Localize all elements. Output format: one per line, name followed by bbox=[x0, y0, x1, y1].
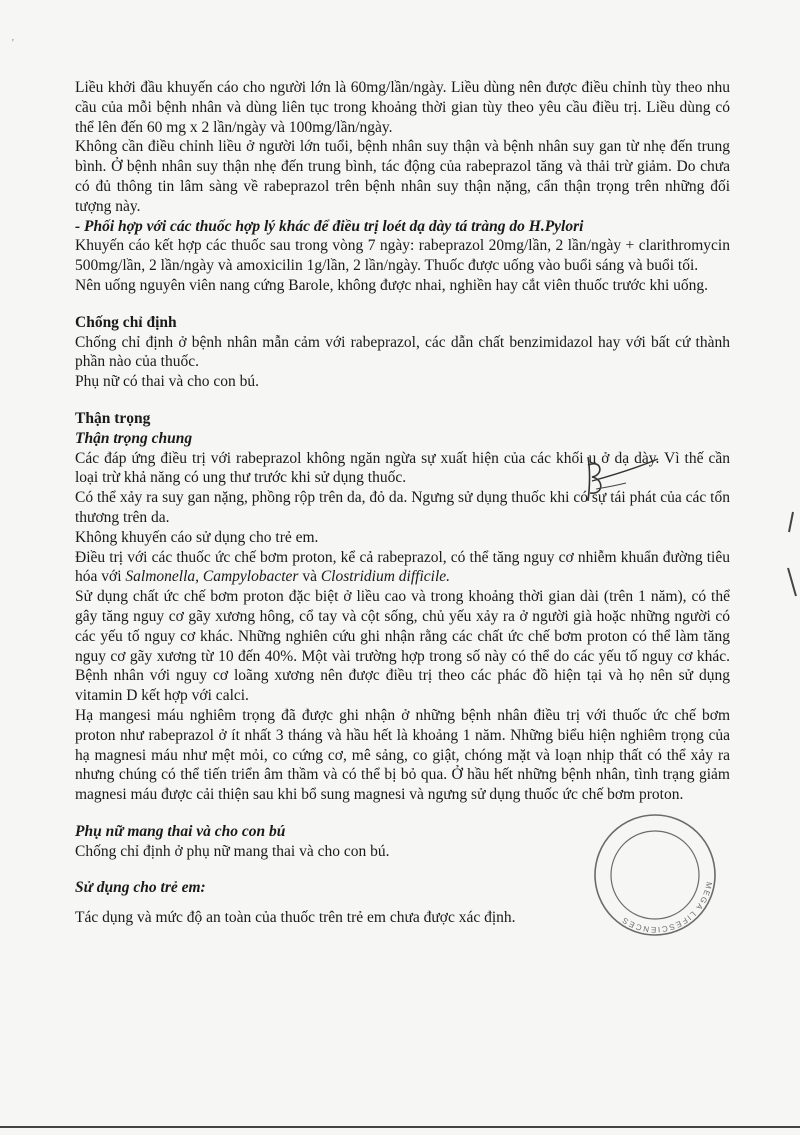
helicobacter-combo-heading: - Phối hợp với các thuốc hợp lý khác để điều trị loét dạ dày tá tràng do H.Pylori bbox=[75, 217, 584, 235]
precautions-p4-text-b: và bbox=[298, 568, 321, 586]
page-bottom-edge bbox=[0, 1126, 800, 1128]
precautions-paragraph-3: Không khuyến cáo sử dụng cho trẻ em. bbox=[75, 528, 319, 546]
contraindications-heading: Chống chỉ định bbox=[75, 313, 177, 331]
precautions-paragraph-2: Có thể xảy ra suy gan nặng, phồng rộp trên da, đỏ da. Ngưng sử dụng thuốc khi có sự tái phát của các tổn thương trên da. bbox=[75, 489, 730, 526]
general-precautions-heading: Thận trọng chung bbox=[75, 429, 193, 447]
precautions-paragraph-5: Sử dụng chất ức chế bơm proton đặc biệt ở liều cao và trong khoảng thời gian dài (trên 1 năm), có thể gây tăng nguy cơ gãy xương hông, cổ tay và cột sống, chủ yếu xảy ra ở người già hoặc những người có các yếu tố nguy cơ khác. Những nghiên cứu ghi nhận rằng các chất ức chế bơm proton có thể làm tăng nguy cơ gãy xương từ 10 đến 40%. Một vài trường hợp trong số này có thể do các yếu tố nguy cơ khác. Bệnh nhân với nguy cơ loãng xương nên được điều trị theo các phác đồ hiện tại và họ nên sử dụng vitamin D kết hợp với calci. bbox=[75, 588, 730, 705]
dosage-paragraph-4: Nên uống nguyên viên nang cứng Barole, không được nhai, nghiền hay cắt viên thuốc trước khi uống. bbox=[75, 276, 709, 294]
pregnancy-paragraph: Chống chỉ định ở phụ nữ mang thai và cho con bú. bbox=[75, 842, 390, 860]
dosage-paragraph-3: Khuyến cáo kết hợp các thuốc sau trong vòng 7 ngày: rabeprazol 20mg/lần, 2 lần/ngày + clarithromycin 500mg/lần, 2 lần/ngày và amoxicilin 1g/lần, 2 lần/ngày. Thuốc được uống vào buổi sáng và buổi tối. bbox=[75, 237, 730, 275]
contraindications-section bbox=[75, 313, 730, 392]
seal-text: MEGA LIFESCIENCES bbox=[619, 881, 714, 935]
precautions-p4-organisms: Salmonella, Campylobacter bbox=[125, 568, 299, 586]
precautions-p4-text-a: Điều trị với các thuốc ức chế bơm proton, kể cả rabeprazol, có thể tăng nguy cơ nhiễm khuẩn đường tiêu hóa với bbox=[75, 548, 730, 586]
precautions-paragraph-1: Các đáp ứng điều trị với rabeprazol không ngăn ngừa sự xuất hiện của các khối u ở dạ dày. Vì thế cần loại trừ khả năng có ung thư trước khi sử dụng thuốc. bbox=[75, 449, 730, 487]
children-paragraph: Tác dụng và mức độ an toàn của thuốc trên trẻ em chưa được xác định. bbox=[75, 909, 516, 927]
dosage-paragraph-2: Không cần điều chỉnh liều ở người lớn tuổi, bệnh nhân suy thận và bệnh nhân suy gan từ nhẹ đến trung bình. Ở bệnh nhân suy thận nhẹ đến trung bình, tác động của rabeprazol tăng và thải trừ giảm. Do chưa có đủ thông tin lâm sàng về rabeprazol trên bệnh nhân suy thận nặng, cẩn thận trọng trên những đối tượng này. bbox=[75, 138, 730, 215]
precautions-paragraph-4 bbox=[75, 548, 730, 588]
contraindications-paragraph-1: Chống chỉ định ở bệnh nhân mẫn cảm với rabeprazol, các dẫn chất benzimidazol hay với bất cứ thành phần nào của thuốc. bbox=[75, 333, 730, 371]
precautions-p4-organism-2: Clostridium difficile. bbox=[320, 568, 451, 586]
page-corner-mark: ' bbox=[12, 38, 14, 49]
company-seal bbox=[590, 810, 720, 940]
edge-marks bbox=[785, 510, 797, 600]
dosage-section bbox=[75, 78, 730, 296]
signature-mark bbox=[574, 445, 664, 515]
svg-text:MEGA LIFESCIENCES bbox=[620, 881, 714, 934]
children-heading: Sử dụng cho trẻ em: bbox=[75, 879, 206, 897]
precautions-paragraph-6: Hạ mangesi máu nghiêm trọng đã được ghi nhận ở những bệnh nhân điều trị với thuốc ức chế bơm proton như rabeprazol ở ít nhất 3 tháng và hầu hết là khoảng 1 năm. Những biểu hiện nghiêm trọng của hạ magnesi máu như mệt mỏi, co cứng cơ, mê sảng, co giật, chóng mặt và loạn nhịp thất có thể xảy ra nhưng chúng có thể tiến triển âm thầm và có thể bị bỏ qua. Ở hầu hết những bệnh nhân, tình trạng giảm magnesi máu được cải thiện sau khi bổ sung magnesi và ngưng sử dụng thuốc ức chế bơm proton. bbox=[75, 706, 730, 804]
precautions-heading: Thận trọng bbox=[75, 409, 151, 427]
dosage-paragraph-1: Liều khởi đầu khuyến cáo cho người lớn là 60mg/lần/ngày. Liều dùng nên được điều chỉnh tùy theo nhu cầu của mỗi bệnh nhân và dùng liên tục trong khoảng thời gian tùy theo yêu cầu điều trị. Liều dùng có thể lên đến 60 mg x 2 lần/ngày và 100mg/lần/ngày. bbox=[75, 79, 730, 136]
pregnancy-heading: Phụ nữ mang thai và cho con bú bbox=[75, 822, 286, 840]
contraindications-paragraph-2: Phụ nữ có thai và cho con bú. bbox=[75, 373, 260, 391]
